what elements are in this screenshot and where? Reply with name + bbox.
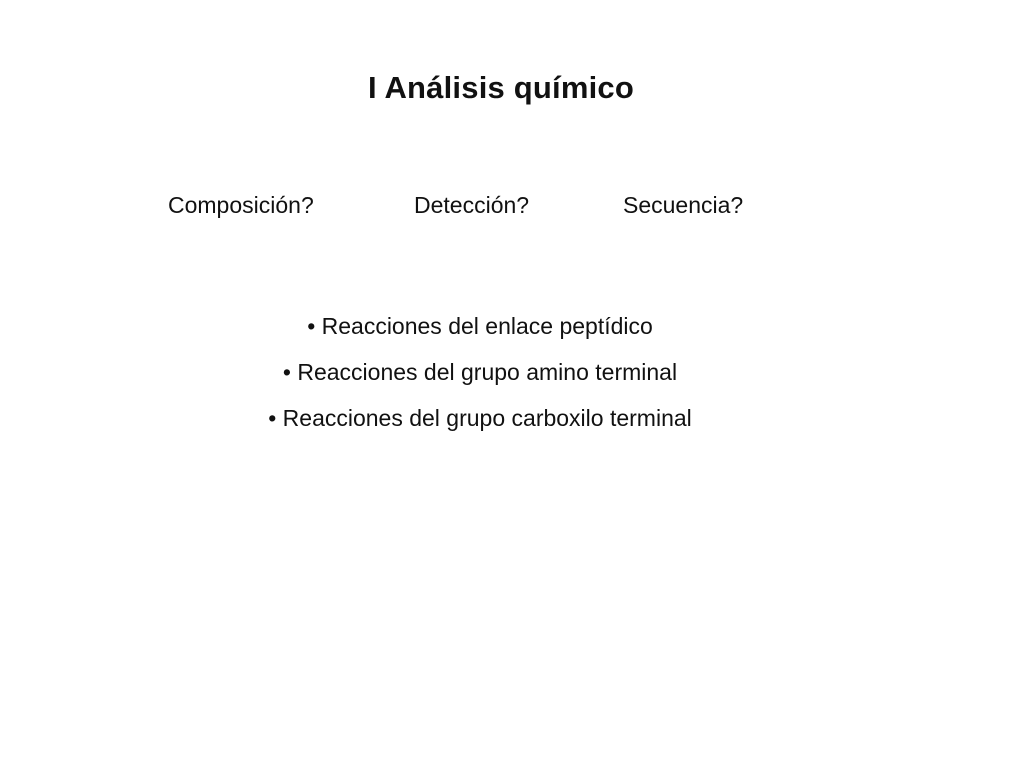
question-detection: Detección? xyxy=(414,192,530,218)
bullet-item: • Reacciones del grupo amino terminal xyxy=(282,359,678,385)
question-sequence: Secuencia? xyxy=(623,192,744,218)
bullet-item: • Reacciones del enlace peptídico xyxy=(307,313,653,339)
slide-title: I Análisis químico xyxy=(367,70,634,105)
question-composition: Composición? xyxy=(168,192,314,218)
bullet-list xyxy=(0,303,960,441)
bullet-item: • Reacciones del grupo carboxilo terminal xyxy=(268,405,692,431)
